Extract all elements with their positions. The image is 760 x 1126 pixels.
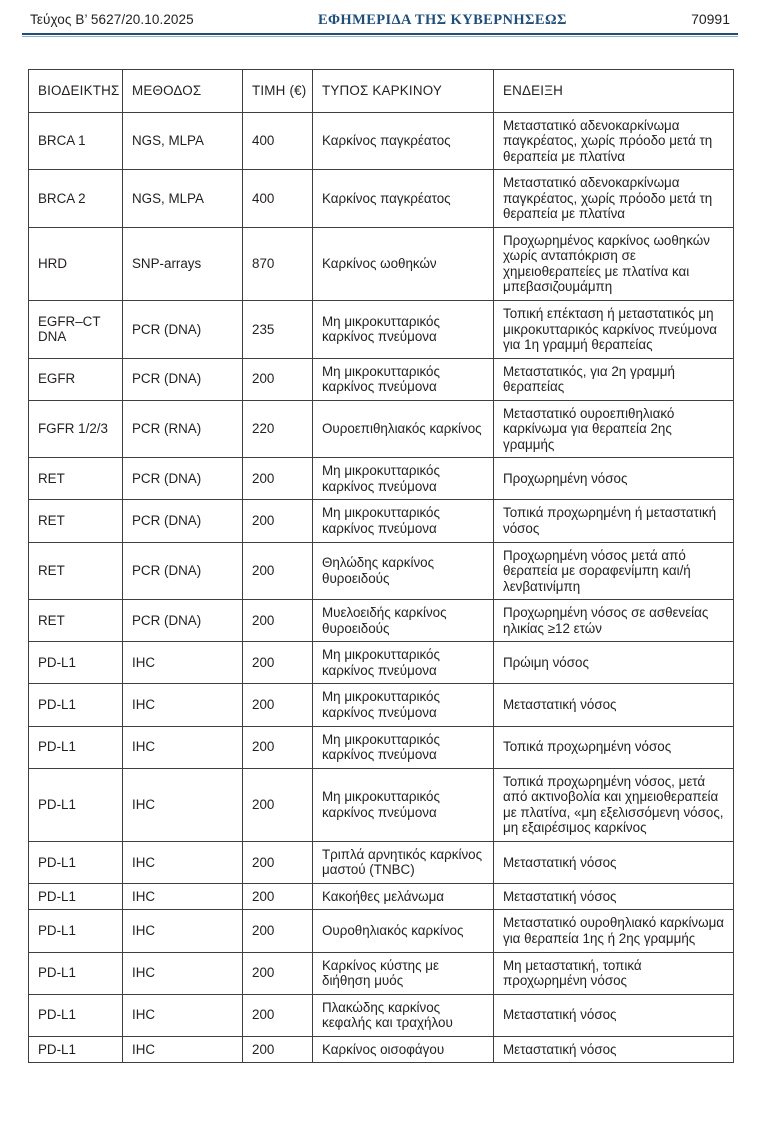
header-divider-light-line (22, 36, 738, 37)
table-header-row (29, 70, 734, 113)
table-row (29, 301, 734, 359)
column-header-indication: ΕΝΔΕΙΞΗ (494, 70, 734, 113)
cell-cancer_type: Μη μικροκυτταρικός καρκίνος πνεύμονα (313, 500, 494, 542)
table-header (29, 70, 734, 113)
cell-method: IHC (123, 642, 243, 684)
table-row (29, 1036, 734, 1063)
table-row (29, 994, 734, 1036)
cell-cancer_type: Κακοήθες μελάνωμα (313, 883, 494, 910)
cell-price: 235 (243, 301, 313, 359)
cell-cancer_type: Μη μικροκυτταρικός καρκίνος πνεύμονα (313, 358, 494, 400)
cell-price: 200 (243, 726, 313, 768)
cell-cancer_type: Μη μικροκυτταρικός καρκίνος πνεύμονα (313, 458, 494, 500)
cell-cancer_type: Καρκίνος παγκρέατος (313, 112, 494, 170)
cell-indication: Πρώιμη νόσος (494, 642, 734, 684)
cell-cancer_type: Τριπλά αρνητικός καρκίνος μαστού (TNBC) (313, 841, 494, 883)
cell-biomarker: FGFR 1/2/3 (29, 400, 123, 458)
cell-method: IHC (123, 684, 243, 726)
cell-price: 200 (243, 642, 313, 684)
table-row (29, 684, 734, 726)
cell-price: 870 (243, 227, 313, 300)
header-divider-dark-line (22, 33, 738, 35)
cell-price: 200 (243, 358, 313, 400)
cell-indication: Προχωρημένη νόσος σε ασθενείας ηλικίας ≥12 ετών (494, 600, 734, 642)
cell-indication: Μεταστατικός, για 2η γραμμή θεραπείας (494, 358, 734, 400)
cell-indication: Μεταστατική νόσος (494, 883, 734, 910)
cell-cancer_type: Ουροεπιθηλιακός καρκίνος (313, 400, 494, 458)
cell-indication: Τοπικά προχωρημένη νόσος (494, 726, 734, 768)
cell-method: IHC (123, 952, 243, 994)
cell-method: PCR (DNA) (123, 458, 243, 500)
cell-method: PCR (DNA) (123, 301, 243, 359)
running-head (0, 0, 760, 29)
cell-biomarker: RET (29, 458, 123, 500)
cell-cancer_type: Καρκίνος ωοθηκών (313, 227, 494, 300)
cell-method: NGS, MLPA (123, 112, 243, 170)
cell-price: 200 (243, 994, 313, 1036)
table-row (29, 458, 734, 500)
cell-price: 200 (243, 458, 313, 500)
cell-indication: Μεταστατική νόσος (494, 684, 734, 726)
biomarker-price-table (28, 69, 734, 1063)
cell-price: 200 (243, 1036, 313, 1063)
cell-price: 220 (243, 400, 313, 458)
cell-method: PCR (DNA) (123, 542, 243, 600)
table-row (29, 883, 734, 910)
cell-method: IHC (123, 910, 243, 952)
column-header-biomarker: ΒΙΟΔΕΙΚΤΗΣ (29, 70, 123, 113)
cell-method: IHC (123, 994, 243, 1036)
table-row (29, 358, 734, 400)
cell-cancer_type: Καρκίνος κύστης με διήθηση μυός (313, 952, 494, 994)
issue-label: Τεύχος Β’ 5627/20.10.2025 (30, 12, 194, 27)
page-number: 70991 (691, 11, 730, 27)
cell-cancer_type: Θηλώδης καρκίνος θυροειδούς (313, 542, 494, 600)
cell-biomarker: RET (29, 542, 123, 600)
cell-indication: Προχωρημένη νόσος μετά από θεραπεία με σοραφενίμπη και/ή λενβατινίμπη (494, 542, 734, 600)
table-row (29, 600, 734, 642)
cell-cancer_type: Μυελοειδής καρκίνος θυροειδούς (313, 600, 494, 642)
cell-biomarker: RET (29, 600, 123, 642)
cell-biomarker: PD-L1 (29, 994, 123, 1036)
cell-indication: Τοπική επέκταση ή μεταστατικός μη μικροκυτταρικός καρκίνος πνεύμονα για 1η γραμμή θεραπείας (494, 301, 734, 359)
cell-method: IHC (123, 841, 243, 883)
cell-biomarker: PD-L1 (29, 1036, 123, 1063)
cell-price: 200 (243, 952, 313, 994)
table-row (29, 400, 734, 458)
cell-method: PCR (DNA) (123, 500, 243, 542)
table-row (29, 542, 734, 600)
cell-price: 200 (243, 600, 313, 642)
table-row (29, 112, 734, 170)
cell-biomarker: PD-L1 (29, 841, 123, 883)
cell-biomarker: HRD (29, 227, 123, 300)
table-row (29, 227, 734, 300)
cell-biomarker: BRCA 1 (29, 112, 123, 170)
cell-cancer_type: Μη μικροκυτταρικός καρκίνος πνεύμονα (313, 768, 494, 841)
table-row (29, 170, 734, 228)
cell-cancer_type: Μη μικροκυτταρικός καρκίνος πνεύμονα (313, 684, 494, 726)
cell-cancer_type: Καρκίνος οισοφάγου (313, 1036, 494, 1063)
cell-indication: Προχωρημένη νόσος (494, 458, 734, 500)
cell-biomarker: PD-L1 (29, 910, 123, 952)
cell-cancer_type: Μη μικροκυτταρικός καρκίνος πνεύμονα (313, 301, 494, 359)
cell-indication: Μεταστατική νόσος (494, 994, 734, 1036)
cell-biomarker: RET (29, 500, 123, 542)
cell-biomarker: EGFR–CT DNA (29, 301, 123, 359)
table-row (29, 642, 734, 684)
cell-cancer_type: Πλακώδης καρκίνος κεφαλής και τραχήλου (313, 994, 494, 1036)
cell-price: 200 (243, 768, 313, 841)
cell-cancer_type: Καρκίνος παγκρέατος (313, 170, 494, 228)
cell-indication: Μεταστατικό ουροθηλιακό καρκίνωμα για θεραπεία 1ης ή 2ης γραμμής (494, 910, 734, 952)
cell-biomarker: PD-L1 (29, 952, 123, 994)
cell-biomarker: PD-L1 (29, 883, 123, 910)
cell-indication: Μεταστατικό αδενοκαρκίνωμα παγκρέατος, χωρίς πρόοδο μετά τη θεραπεία με πλατίνα (494, 112, 734, 170)
column-header-cancer_type: ΤΥΠΟΣ ΚΑΡΚΙΝΟΥ (313, 70, 494, 113)
cell-biomarker: BRCA 2 (29, 170, 123, 228)
cell-price: 200 (243, 841, 313, 883)
cell-biomarker: EGFR (29, 358, 123, 400)
cell-price: 200 (243, 684, 313, 726)
table-row (29, 841, 734, 883)
header-divider (22, 33, 738, 37)
table-body (29, 112, 734, 1063)
column-header-price: ΤΙΜΗ (€) (243, 70, 313, 113)
cell-indication: Μεταστατικό ουροεπιθηλιακό καρκίνωμα για θεραπεία 2ης γραμμής (494, 400, 734, 458)
cell-indication: Μη μεταστατική, τοπικά προχωρημένη νόσος (494, 952, 734, 994)
cell-method: IHC (123, 883, 243, 910)
cell-method: SNP-arrays (123, 227, 243, 300)
table-row (29, 500, 734, 542)
cell-indication: Μεταστατικό αδενοκαρκίνωμα παγκρέατος, χωρίς πρόοδο μετά τη θεραπεία με πλατίνα (494, 170, 734, 228)
cell-cancer_type: Μη μικροκυτταρικός καρκίνος πνεύμονα (313, 642, 494, 684)
gazette-title: ΕΦΗΜΕΡΙΔΑ ΤΗΣ ΚΥΒΕΡΝΗΣΕΩΣ (317, 11, 567, 29)
cell-biomarker: PD-L1 (29, 726, 123, 768)
cell-price: 400 (243, 170, 313, 228)
cell-indication: Μεταστατική νόσος (494, 841, 734, 883)
cell-biomarker: PD-L1 (29, 768, 123, 841)
cell-method: IHC (123, 726, 243, 768)
cell-method: PCR (RNA) (123, 400, 243, 458)
cell-price: 400 (243, 112, 313, 170)
cell-method: PCR (DNA) (123, 600, 243, 642)
cell-method: IHC (123, 768, 243, 841)
cell-price: 200 (243, 910, 313, 952)
table-row (29, 910, 734, 952)
table-row (29, 726, 734, 768)
cell-indication: Προχωρημένος καρκίνος ωοθηκών χωρίς ανταπόκριση σε χημειοθεραπείες με πλατίνα και μπεβασιζουμάμπη (494, 227, 734, 300)
cell-biomarker: PD-L1 (29, 642, 123, 684)
cell-indication: Τοπικά προχωρημένη ή μεταστατική νόσος (494, 500, 734, 542)
cell-price: 200 (243, 542, 313, 600)
cell-cancer_type: Μη μικροκυτταρικός καρκίνος πνεύμονα (313, 726, 494, 768)
cell-cancer_type: Ουροθηλιακός καρκίνος (313, 910, 494, 952)
cell-method: IHC (123, 1036, 243, 1063)
cell-method: NGS, MLPA (123, 170, 243, 228)
column-header-method: ΜΕΘΟΔΟΣ (123, 70, 243, 113)
cell-indication: Μεταστατική νόσος (494, 1036, 734, 1063)
cell-method: PCR (DNA) (123, 358, 243, 400)
cell-price: 200 (243, 883, 313, 910)
table-row (29, 952, 734, 994)
cell-indication: Τοπικά προχωρημένη νόσος, μετά από ακτινοβολία και χημειοθεραπεία με πλατίνα, «μη εξελισσόμενη νόσος, μη εξαιρέσιμος καρκίνος (494, 768, 734, 841)
cell-price: 200 (243, 500, 313, 542)
cell-biomarker: PD-L1 (29, 684, 123, 726)
table-row (29, 768, 734, 841)
